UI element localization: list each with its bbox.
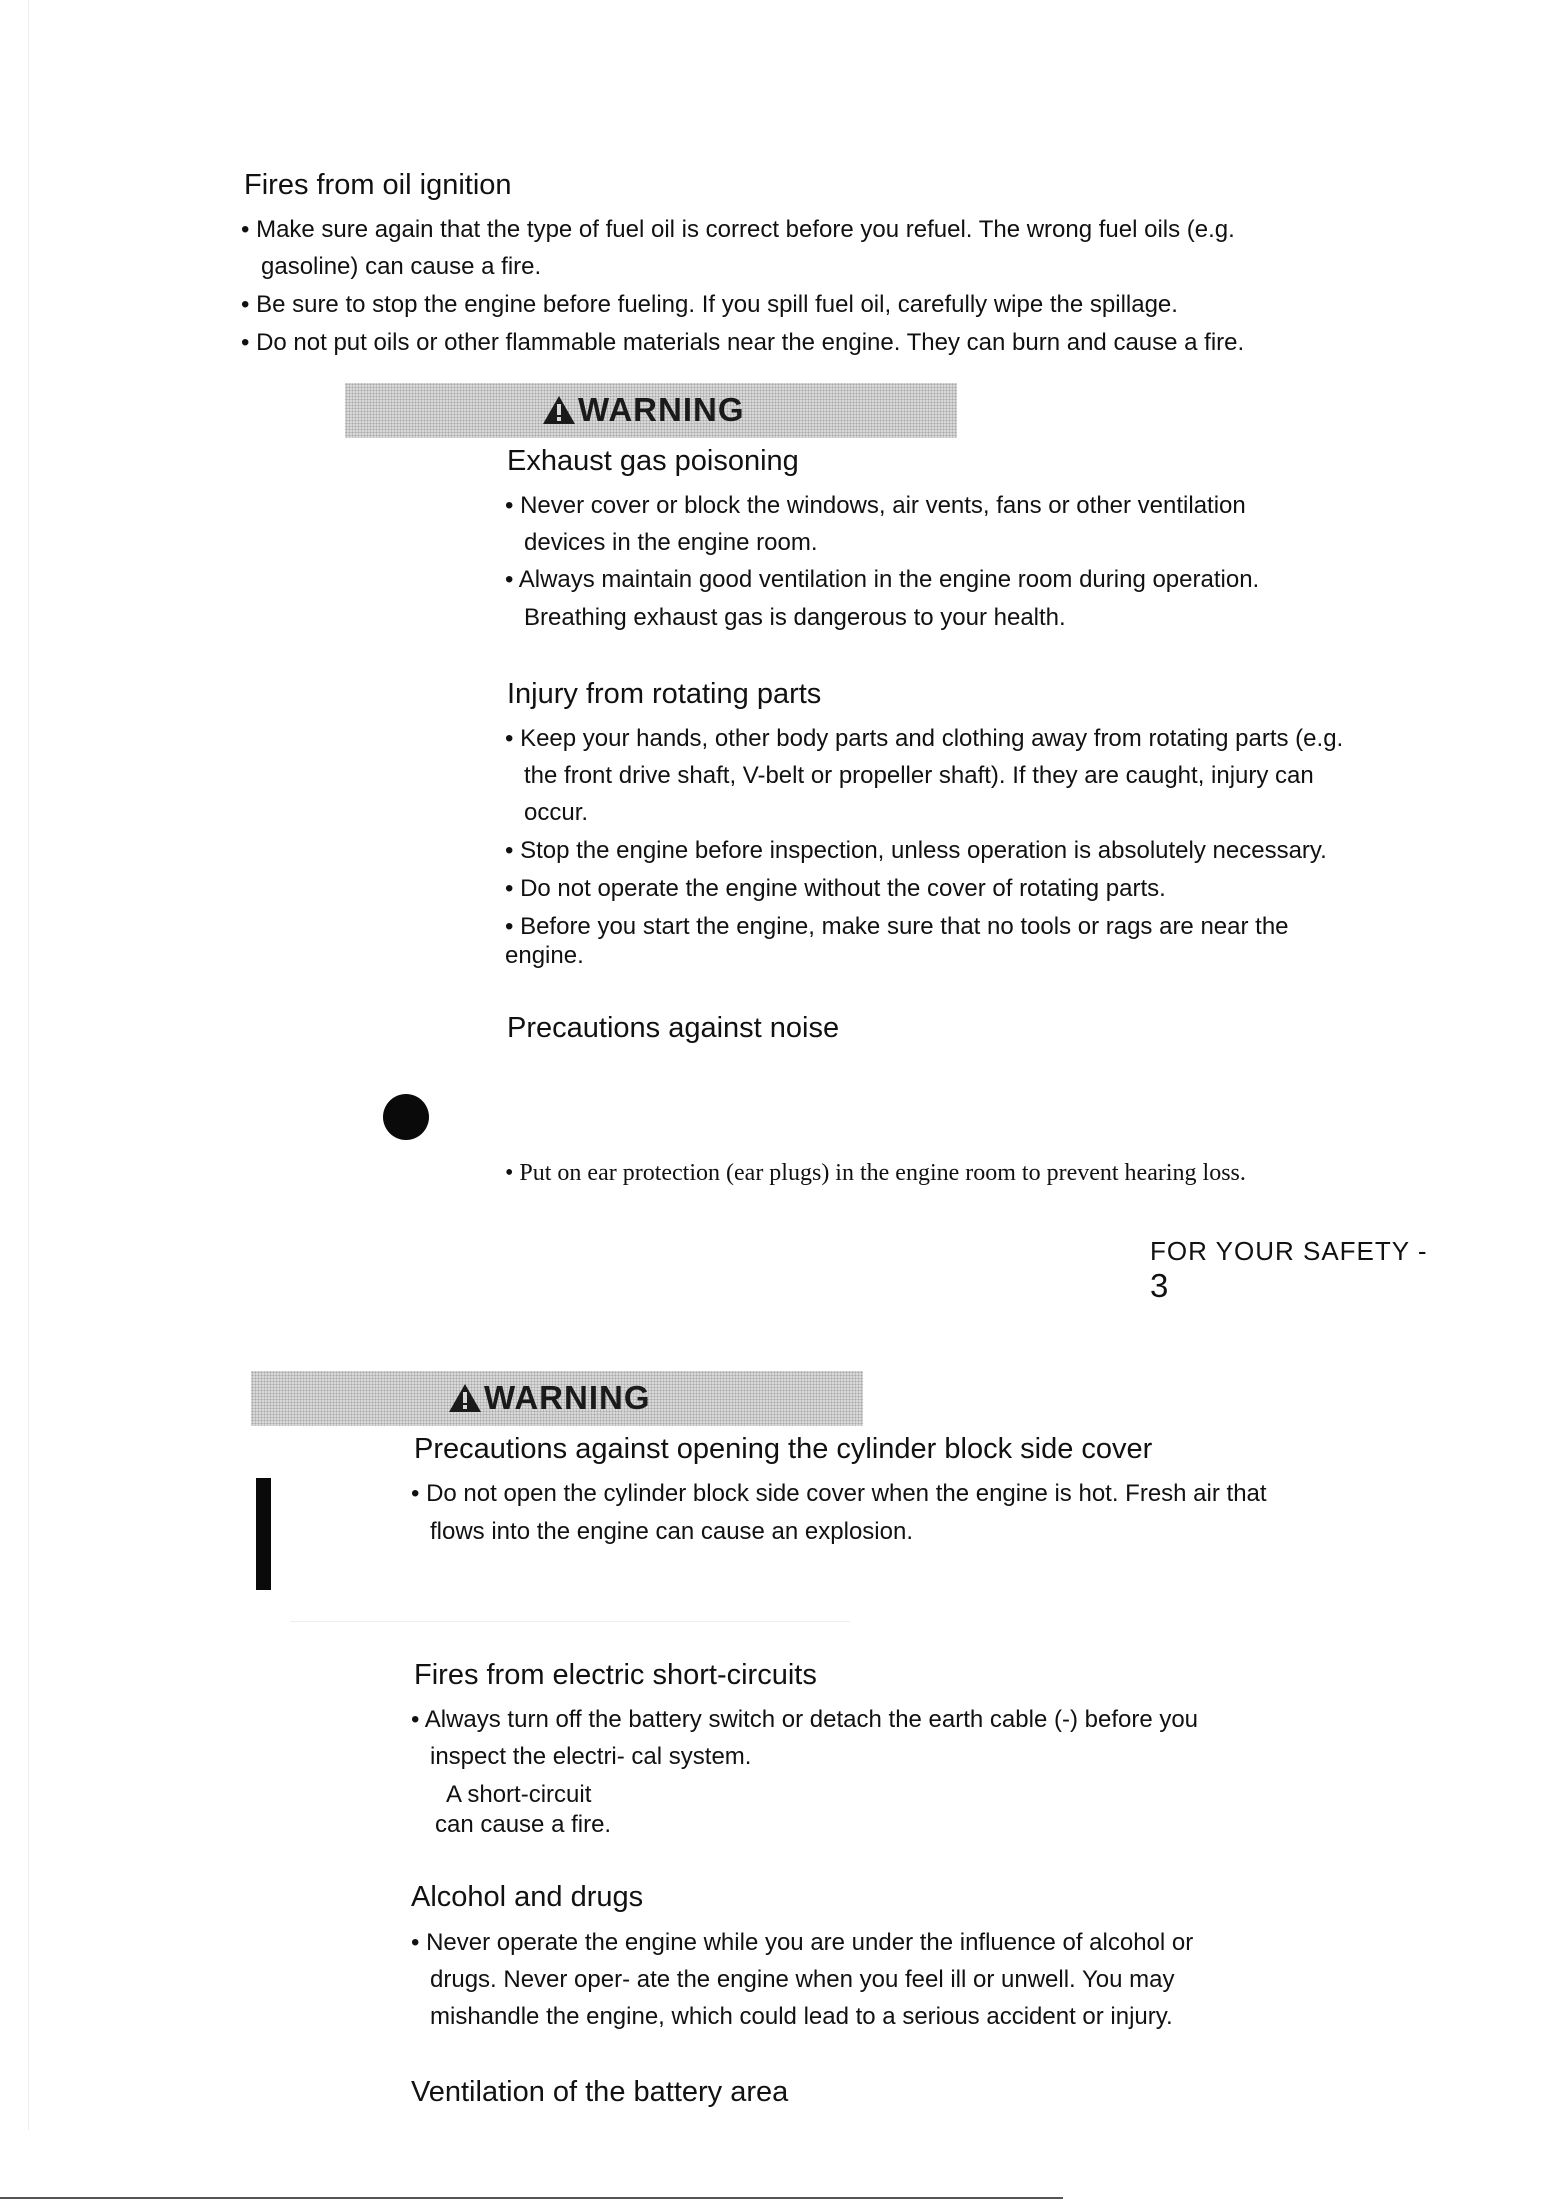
heading-rotating-parts: Injury from rotating parts xyxy=(507,678,822,710)
cylinder-line-2: flows into the engine can cause an explosion. xyxy=(430,1518,913,1545)
alcohol-line-1: • Never operate the engine while you are under the influence of alcohol or xyxy=(411,1929,1194,1956)
rotating-line-3: occur. xyxy=(524,799,589,826)
oil-ignition-line-4: • Do not put oils or other flammable materials near the engine. They can burn and cause a fire. xyxy=(241,329,1245,356)
electric-line-1: • Always turn off the battery switch or detach the earth cable (-) before you xyxy=(411,1706,1199,1733)
page-edge-line xyxy=(28,0,29,2130)
exhaust-line-2: devices in the engine room. xyxy=(524,529,818,556)
exhaust-line-1: • Never cover or block the windows, air vents, fans or other ventilation xyxy=(505,492,1246,519)
alcohol-line-3: mishandle the engine, which could lead to a serious accident or injury. xyxy=(430,2003,1173,2030)
electric-line-2: inspect the electri- cal system. xyxy=(430,1743,752,1770)
electric-line-3: A short-circuit xyxy=(446,1781,592,1808)
heading-exhaust-gas: Exhaust gas poisoning xyxy=(507,445,799,477)
rotating-line-2: the front drive shaft, V-belt or propeller shaft). If they are caught, injury can xyxy=(524,762,1314,789)
heading-noise: Precautions against noise xyxy=(507,1012,840,1044)
footer-safety-text: FOR YOUR SAFETY - xyxy=(1150,1236,1428,1266)
exhaust-line-3: • Always maintain good ventilation in the engine room during operation. xyxy=(505,566,1260,593)
noise-line: • Put on ear protection (ear plugs) in the engine room to prevent hearing loss. xyxy=(505,1160,1246,1186)
oil-ignition-line-1: • Make sure again that the type of fuel oil is correct before you refuel. The wrong fuel oils (e.g. xyxy=(241,216,1235,243)
rotating-line-5: • Do not operate the engine without the cover of rotating parts. xyxy=(505,875,1166,902)
heading-cylinder-cover: Precautions against opening the cylinder block side cover xyxy=(414,1433,1153,1465)
heading-battery-ventilation: Ventilation of the battery area xyxy=(411,2076,789,2108)
electric-line-4: can cause a fire. xyxy=(435,1811,612,1838)
oil-ignition-line-3: • Be sure to stop the engine before fueling. If you spill fuel oil, carefully wipe the spillage. xyxy=(241,291,1178,318)
exhaust-line-4: Breathing exhaust gas is dangerous to your health. xyxy=(524,604,1066,631)
faint-divider xyxy=(290,1621,850,1622)
warning-label-1: WARNING xyxy=(578,391,745,428)
warning-triangle-icon xyxy=(542,395,576,425)
warning-label-2: WARNING xyxy=(484,1379,651,1416)
heading-alcohol-drugs: Alcohol and drugs xyxy=(411,1881,644,1913)
alcohol-line-2: drugs. Never oper- ate the engine when you feel ill or unwell. You may xyxy=(430,1966,1175,1993)
cylinder-line-1: • Do not open the cylinder block side cover when the engine is hot. Fresh air that xyxy=(411,1480,1267,1507)
rotating-line-4: • Stop the engine before inspection, unless operation is absolutely necessary. xyxy=(505,837,1327,864)
bottom-rule xyxy=(0,2197,1063,2199)
warning-banner-2 xyxy=(251,1371,863,1426)
page-number: 3 xyxy=(1150,1267,1169,1304)
heading-electric-short: Fires from electric short-circuits xyxy=(414,1659,817,1691)
warning-triangle-icon xyxy=(448,1383,482,1413)
oil-ignition-line-2: gasoline) can cause a fire. xyxy=(261,253,542,280)
black-circle-mark xyxy=(383,1094,429,1140)
black-bar-mark xyxy=(256,1478,271,1590)
warning-banner-1 xyxy=(345,383,957,438)
rotating-line-7: engine. xyxy=(505,942,584,969)
heading-oil-ignition: Fires from oil ignition xyxy=(244,169,512,201)
rotating-line-1: • Keep your hands, other body parts and clothing away from rotating parts (e.g. xyxy=(505,725,1344,752)
rotating-line-6: • Before you start the engine, make sure that no tools or rags are near the xyxy=(505,913,1289,940)
